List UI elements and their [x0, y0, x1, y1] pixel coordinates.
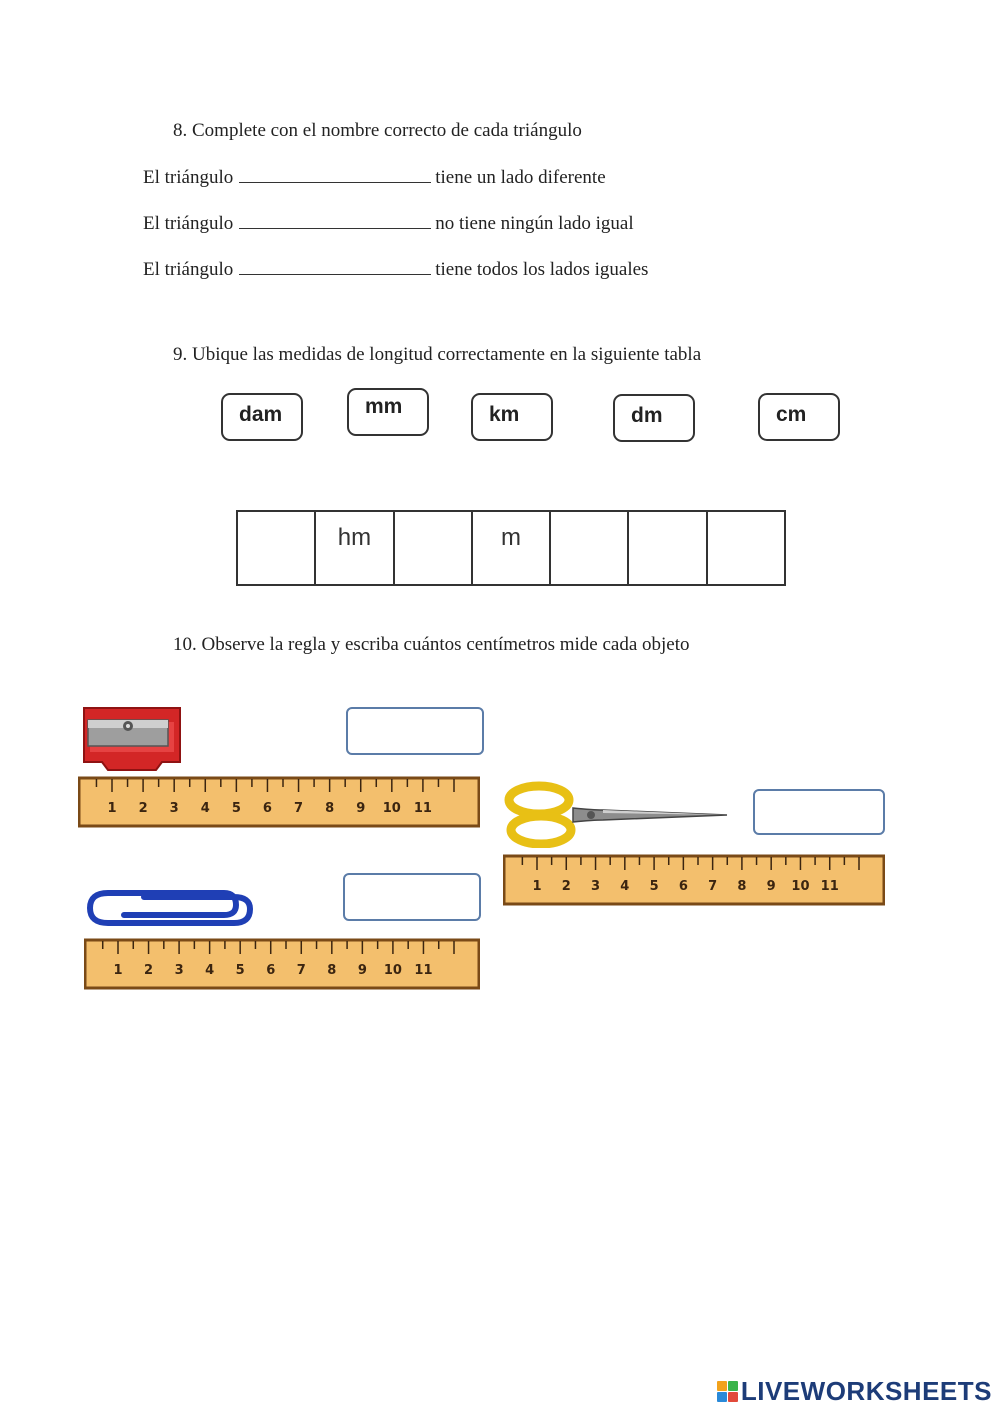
chip-dm[interactable]: dm [613, 394, 695, 442]
q8-line-3-prefix: El triángulo [143, 259, 234, 280]
ruler-tick-label: 1 [107, 801, 117, 816]
q8-line-2 [143, 212, 634, 235]
ruler-tick-label: 2 [144, 963, 154, 978]
ruler-tick-label: 5 [649, 879, 659, 894]
units-cell-1[interactable] [238, 512, 316, 584]
chip-cm[interactable]: cm [758, 393, 840, 441]
ruler-tick-label: 7 [294, 801, 304, 816]
q8-line-3-suffix: tiene todos los lados iguales [435, 259, 649, 280]
ruler-tick-label: 1 [532, 879, 542, 894]
sharpener-icon [82, 706, 182, 772]
answer-box-scissors[interactable] [753, 789, 885, 835]
q8-line-2-prefix: El triángulo [143, 213, 234, 234]
ruler-tick-label: 6 [266, 963, 276, 978]
ruler-tick-label: 11 [414, 963, 433, 978]
q8-line-1-prefix: El triángulo [143, 167, 234, 188]
ruler-tick-label: 4 [200, 801, 210, 816]
q8-blank-3[interactable] [239, 258, 431, 275]
ruler-tick-label: 9 [357, 963, 367, 978]
ruler-tick-label: 10 [382, 801, 401, 816]
ruler-2 [503, 852, 885, 910]
liveworksheets-brand: LIVEWORKSHEETS [740, 1376, 992, 1406]
ruler-tick-label: 9 [766, 879, 776, 894]
ruler-tick-label: 11 [820, 879, 839, 894]
ruler-tick-label: 4 [205, 963, 215, 978]
units-cell-6[interactable] [629, 512, 707, 584]
ruler-tick-label: 8 [327, 963, 337, 978]
q8-blank-2[interactable] [239, 212, 431, 229]
answer-box-paperclip[interactable] [343, 873, 481, 921]
ruler-tick-label: 10 [791, 879, 810, 894]
q8-blank-1[interactable] [239, 166, 431, 183]
ruler-tick-label: 3 [174, 963, 184, 978]
units-cell-4: m [473, 512, 551, 584]
question-9-title: 9. Ubique las medidas de longitud correctamente en la siguiente tabla [173, 344, 702, 365]
units-cell-2: hm [316, 512, 394, 584]
question-10-title: 10. Observe la regla y escriba cuántos centímetros mide cada objeto [173, 634, 690, 655]
units-cell-7[interactable] [708, 512, 786, 584]
paperclip-icon [84, 885, 256, 931]
question-8-title: 8. Complete con el nombre correcto de cada triángulo [173, 120, 582, 141]
ruler-tick-label: 3 [169, 801, 179, 816]
ruler-3 [84, 936, 480, 994]
units-cell-5[interactable] [551, 512, 629, 584]
units-cell-3[interactable] [395, 512, 473, 584]
chip-km[interactable]: km [471, 393, 553, 441]
ruler-tick-label: 10 [383, 963, 402, 978]
ruler-1 [78, 774, 480, 832]
ruler-tick-label: 11 [413, 801, 432, 816]
q8-line-2-suffix: no tiene ningún lado igual [435, 213, 634, 234]
ruler-tick-label: 6 [678, 879, 688, 894]
answer-box-sharpener[interactable] [346, 707, 484, 755]
ruler-tick-label: 5 [231, 801, 241, 816]
ruler-tick-label: 7 [296, 963, 306, 978]
ruler-tick-label: 6 [262, 801, 272, 816]
ruler-tick-label: 4 [620, 879, 630, 894]
ruler-tick-label: 2 [561, 879, 571, 894]
units-table [236, 510, 786, 586]
ruler-tick-label: 7 [708, 879, 718, 894]
ruler-tick-label: 3 [591, 879, 601, 894]
q8-line-1-suffix: tiene un lado diferente [435, 167, 606, 188]
chip-mm[interactable]: mm [347, 388, 429, 436]
q8-line-3 [143, 258, 648, 281]
ruler-tick-label: 5 [235, 963, 245, 978]
ruler-tick-label: 8 [325, 801, 335, 816]
liveworksheets-logo-icon [717, 1381, 738, 1402]
chip-dam[interactable]: dam [221, 393, 303, 441]
ruler-tick-label: 9 [356, 801, 366, 816]
q8-line-1 [143, 166, 606, 189]
ruler-tick-label: 8 [737, 879, 747, 894]
ruler-tick-label: 2 [138, 801, 148, 816]
ruler-tick-label: 1 [113, 963, 123, 978]
scissors-icon [503, 780, 729, 848]
liveworksheets-footer [717, 1376, 992, 1407]
